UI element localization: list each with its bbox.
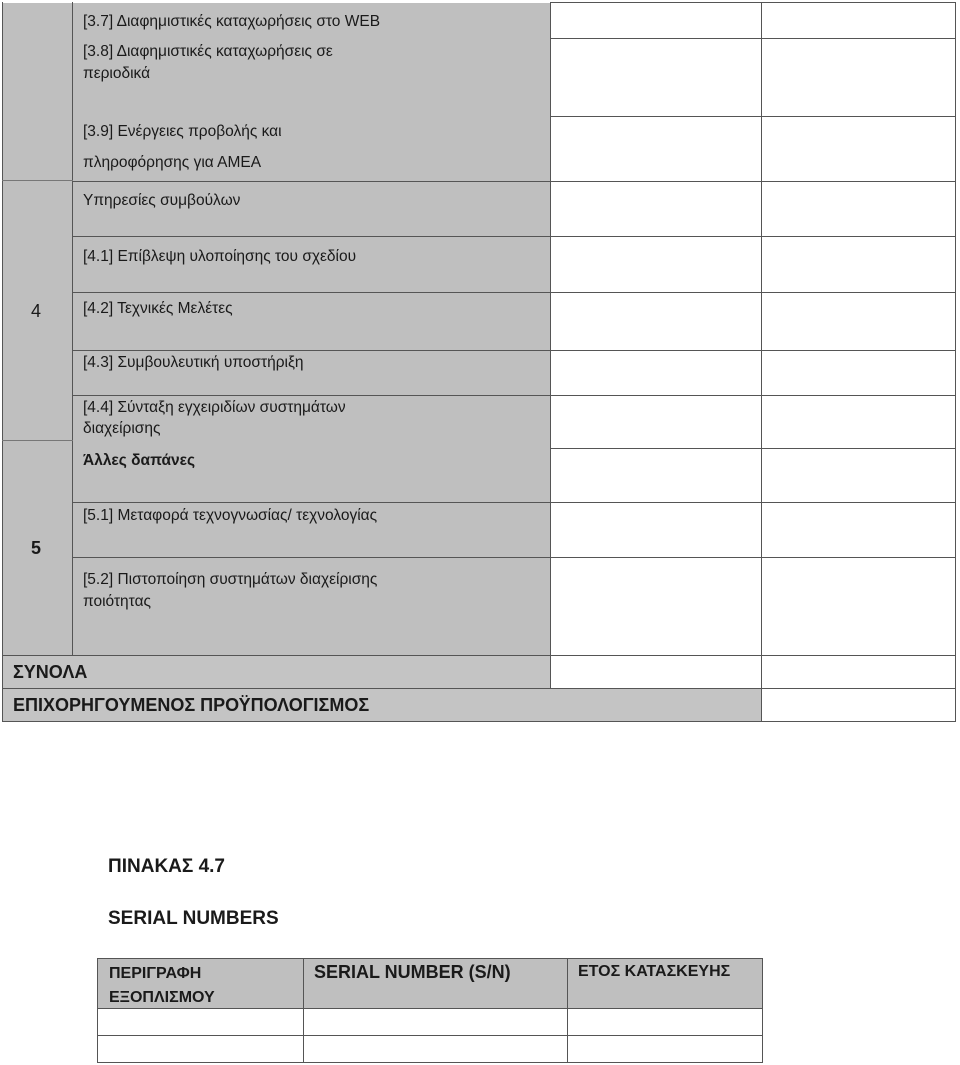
section-consultants: Υπηρεσίες συμβούλων [83,192,241,209]
group-number-4: 4 [31,301,42,321]
row-4-4: [4.4] Σύνταξη εγχειριδίων συστημάτων διαχείρισης [83,399,346,437]
row-3-9-line1: [3.9] Ενέργειες προβολής και [83,123,282,140]
section-other-expenses: Άλλες δαπάνες [83,452,196,469]
row-5-2: [5.2] Πιστοποίηση συστημάτων διαχείρισης ποιότητας [83,571,378,610]
totals-label: ΣΥΝΟΛΑ [13,662,88,682]
row-3-8: [3.8] Διαφημιστικές καταχωρήσεις σε περιοδικά [83,43,333,82]
row-4-1: [4.1] Επίβλεψη υλοποίησης του σχεδίου [83,248,357,265]
row-3-9-line2: πληροφόρησης για ΑΜΕΑ [83,154,262,171]
row-4-3: [4.3] Συμβουλευτική υποστήριξη [83,354,304,371]
row-3-7: [3.7] Διαφημιστικές καταχωρήσεις στο WEB [83,13,381,30]
table-4-7-heading: ΠΙΝΑΚΑΣ 4.7 [108,856,225,877]
table-row [98,1036,762,1062]
group-number-5: 5 [31,538,42,558]
table-row [98,1009,762,1035]
row-5-1: [5.1] Μεταφορά τεχνογνωσίας/ τεχνολογίας [83,507,378,524]
table-4-7-subheading: SERIAL NUMBERS [108,908,279,929]
header-serial-number: SERIAL NUMBER (S/N) [314,962,511,982]
row-4-2: [4.2] Τεχνικές Μελέτες [83,300,233,317]
header-manufacture-year: ΕΤΟΣ ΚΑΤΑΣΚΕΥΗΣ [578,963,731,980]
header-equipment-description: ΠΕΡΙΓΡΑΦΗ ΕΞΟΠΛΙΣΜΟΥ [109,965,215,1006]
subsidized-budget-label: ΕΠΙΧΟΡΗΓΟΥΜΕΝΟΣ ΠΡΟΫΠΟΛΟΓΙΣΜΟΣ [13,695,370,715]
